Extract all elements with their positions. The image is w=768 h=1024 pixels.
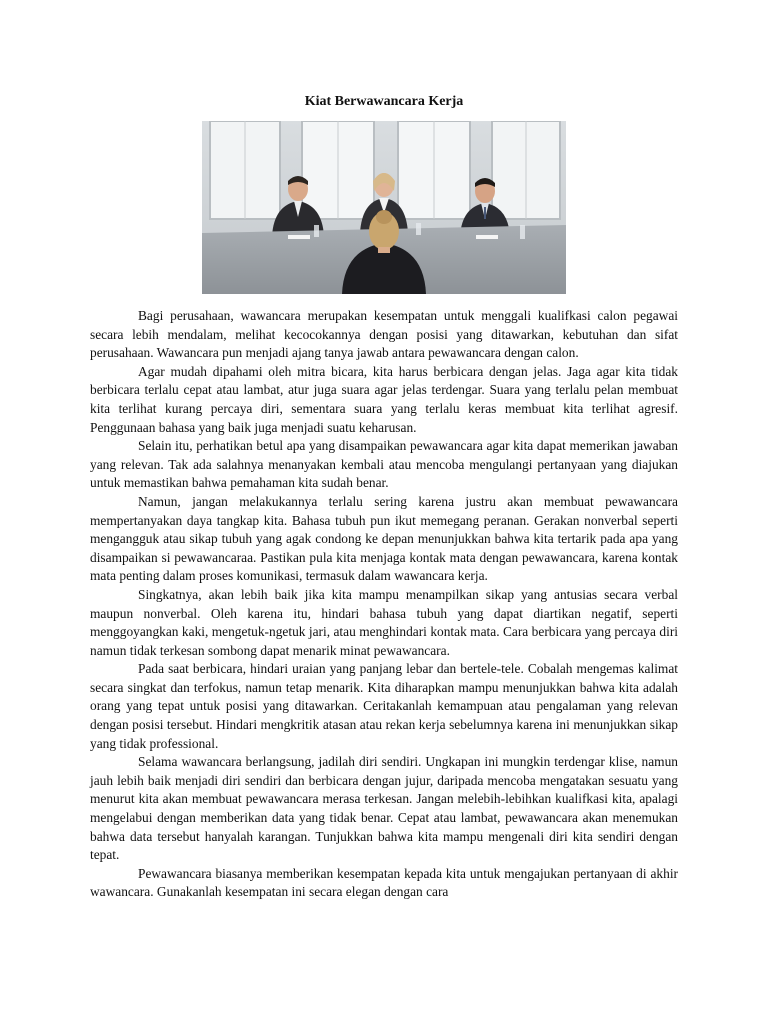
- paragraph: Bagi perusahaan, wawancara merupakan kesempatan untuk menggali kualifkasi calon pegawai secara lebih mendalam, melihat kecocokannya dengan posisi yang ditawarkan, kebutuhan dan sifat perusahaan. Wawancara pun menjadi ajang tanya jawab antara pewawancara dengan calon.: [90, 308, 678, 361]
- body-text: [90, 307, 678, 902]
- paragraph: Singkatnya, akan lebih baik jika kita mampu menampilkan sikap yang antusias secara verbal maupun nonverbal. Oleh karena itu, hindari bahasa tubuh yang dapat diartikan negatif, seperti menggoyangkan kaki, mengetuk-ngetuk jari, atau menghindari kontak mata. Cara berbicara yang percaya diri namun tidak terkesan sombong dapat menarik minat pewawancara.: [90, 586, 678, 658]
- paragraph: Pada saat berbicara, hindari uraian yang panjang lebar dan bertele-tele. Cobalah mengemas kalimat secara singkat dan terfokus, namun tetap menarik. Kita diharapkan mampu menunjukkan bahwa kita adalah orang yang tepat untuk posisi yang ditawarkan. Ceritakanlah kemampuan atau pengalaman yang relevan dengan posisi tersebut. Hindari mengkritik atasan atau rekan kerja sebelumnya karena ini menunjukkan sikap yang tidak professional.: [90, 661, 678, 751]
- paragraph: Selain itu, perhatikan betul apa yang disampaikan pewawancara agar kita dapat memerikan jawaban yang relevan. Tak ada salahnya menanyakan kembali atau mencoba mengulangi pertanyaan yang diajukan untuk memastikan bahwa pemahaman kita sudah benar.: [90, 438, 678, 491]
- paragraph: Namun, jangan melakukannya terlalu sering karena justru akan membuat pewawancara mempertanyakan daya tangkap kita. Bahasa tubuh pun ikut memegang peranan. Gerakan nonverbal seperti mengangguk atau sikap tubuh yang agak condong ke depan menunjukkan bahwa kita tertarik pada apa yang disampaikan si pewawancaraa. Pastikan pula kita menjaga kontak mata dengan pewawancara, karena kontak mata penting dalam proses komunikasi, termasuk dalam wawancara kerja.: [90, 493, 678, 584]
- document-title: Kiat Berwawancara Kerja: [304, 94, 464, 109]
- paragraph: Pewawancara biasanya memberikan kesempatan kepada kita untuk mengajukan pertanyaan di akhir wawancara. Gunakanlah kesempatan ini secara elegan dengan cara: [90, 865, 678, 900]
- interview-photo: [202, 121, 566, 294]
- paragraph: Selama wawancara berlangsung, jadilah diri sendiri. Ungkapan ini mungkin terdengar klise, namun jauh lebih baik menjadi diri sendiri dan berbicara dengan jujur, daripada mencoba mengatakan sesuatu yang menurut kita akan membuat pewawancara merasa terkesan. Jangan melebih-lebihkan kualifkasi kita, apalagi mengelabui dengan memberikan data yang tidak benar. Cepat atau lambat, pewawancara akan menemukan bahwa data tersebut hanyalah karangan. Tunjukkan bahwa kita mampu mengenali diri kita sendiri dengan tepat.: [90, 754, 678, 863]
- paragraph: Agar mudah dipahami oleh mitra bicara, kita harus berbicara dengan jelas. Jaga agar kita tidak berbicara terlalu cepat atau lambat, atur juga suara agar jelas terdengar. Suara yang terlalu pelan membuat kita terlihat kurang percaya diri, sementara suara yang terlalu keras membuat kita terlihat agresif. Penggunaan bahasa yang baik juga menjadi suatu keharusan.: [90, 363, 678, 435]
